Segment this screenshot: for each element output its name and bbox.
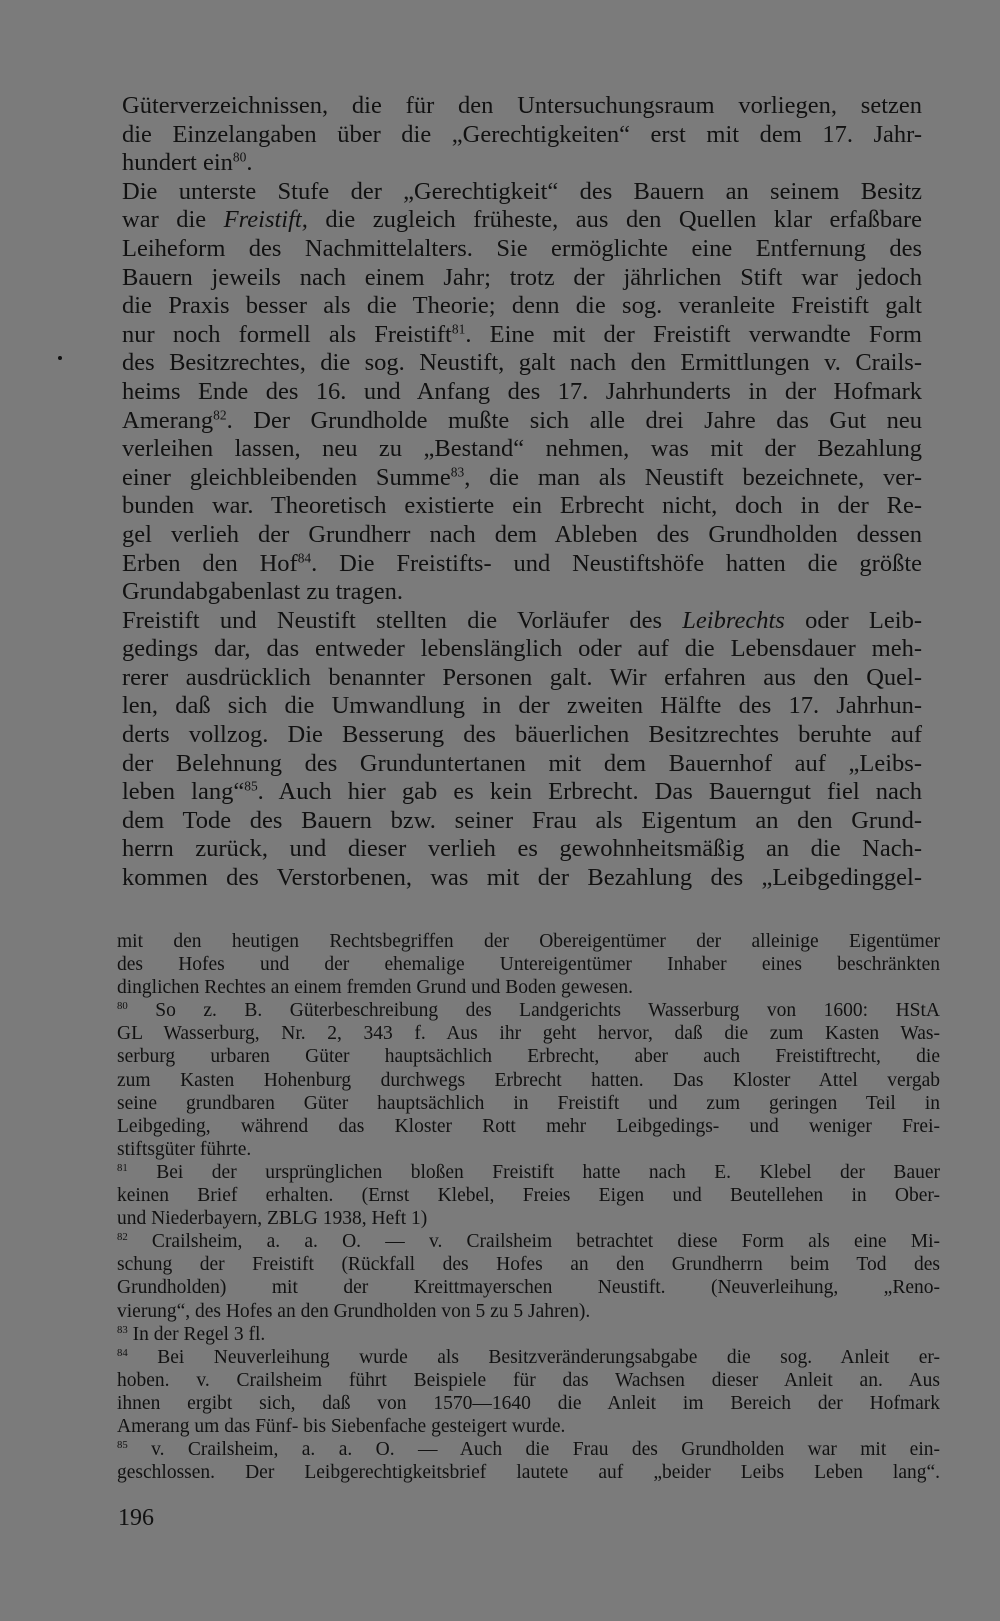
- text-segment: geschlossen. Der Leibgerechtigkeitsbrief lautete auf „beider Leibs Leben lang“.: [117, 1462, 940, 1484]
- footnote-line: [117, 1415, 940, 1438]
- footnote-reference: 85: [117, 1439, 128, 1452]
- text-segment: derts vollzog. Die Besserung des bäuerlichen Besitzrechtes beruhte auf: [122, 721, 922, 749]
- text-segment: gel verlieh der Grundherr nach dem Ableben des Grundholden dessen: [122, 520, 922, 548]
- body-line: [122, 721, 922, 750]
- body-line: [122, 321, 922, 350]
- body-line: [122, 692, 922, 721]
- text-segment: Crailsheim, a. a. O. — v. Crailsheim betrachtet diese Form als eine Mi-: [127, 1231, 940, 1253]
- text-segment: Amerang um das Fünf- bis Siebenfache gesteigert wurde.: [117, 1415, 566, 1437]
- text-segment: dem Tode des Bauern bzw. seiner Frau als Eigentum an den Grund-: [122, 806, 922, 834]
- text-segment: Bei Neuverleihung wurde als Besitzveränderungsabgabe die sog. Anleit er-: [127, 1346, 940, 1368]
- text-segment: Grundholden) mit der Kreittmayerschen Neustift. (Neuverleihung, „Reno-: [117, 1277, 940, 1299]
- text-segment: schung der Freistift (Rückfall des Hofes an den Grundherrn beim Tod des: [117, 1254, 940, 1276]
- footnote-reference: 84: [297, 549, 312, 565]
- body-line: [122, 121, 922, 150]
- footnote-line: [117, 1392, 940, 1415]
- text-segment: len, daß sich die Umwandlung in der zweiten Hälfte des 17. Jahrhun-: [122, 692, 922, 720]
- text-segment: die Praxis besser als die Theorie; denn die sog. veranleite Freistift galt: [122, 292, 922, 320]
- text-segment: Die unterste Stufe der „Gerechtigkeit“ des Bauern an seinem Besitz: [122, 177, 922, 205]
- text-segment: GL Wasserburg, Nr. 2, 343 f. Aus ihr geht hervor, daß die zum Kasten Was-: [117, 1023, 940, 1045]
- italic-term: Freistift,: [223, 206, 308, 234]
- text-segment: Leiheform des Nachmittelalters. Sie ermöglichte eine Entfernung des: [122, 234, 922, 262]
- text-segment: des Besitzrechtes, die sog. Neustift, galt nach den Ermittlungen v. Crails-: [122, 349, 922, 377]
- body-line: [122, 435, 922, 464]
- text-segment: Amerang: [122, 406, 214, 434]
- footnote-reference: 85: [244, 778, 258, 794]
- text-segment: Güterverzeichnissen, die für den Untersuchungsraum vorliegen, setzen: [122, 92, 922, 119]
- footnote-reference: 82: [213, 406, 227, 422]
- text-segment: war die: [122, 206, 224, 234]
- text-segment: dinglichen Rechtes an einem fremden Grund und Boden gewesen.: [117, 977, 634, 999]
- text-segment: Bauern jeweils nach einem Jahr; trotz der jährlichen Stift war jedoch: [122, 263, 922, 291]
- text-segment: , die man als Neustift bezeichnete, ver-: [464, 463, 922, 491]
- body-line: [122, 578, 922, 607]
- text-segment: Erben den Hof: [122, 549, 298, 577]
- footnote-line: [117, 1092, 940, 1115]
- text-segment: mit den heutigen Rechtsbegriffen der Obereigentümer der alleinige Eigentümer: [117, 931, 940, 952]
- footnote-line: [117, 999, 940, 1022]
- text-segment: So z. B. Güterbeschreibung des Landgerichts Wasserburg von 1600: HStA: [127, 1000, 940, 1022]
- text-segment: . Eine mit der Freistift verwandte Form: [465, 320, 922, 348]
- text-segment: Freistift und Neustift stellten die Vorläufer des: [122, 606, 683, 634]
- text-segment: Leibgeding, während das Kloster Rott mehr Leibgedings- und weniger Frei-: [117, 1115, 940, 1137]
- text-segment: nur noch formell als Freistift: [122, 320, 452, 348]
- footnote-line: [117, 976, 940, 999]
- footnote-reference: 83: [450, 463, 465, 479]
- footnote-line: [117, 1207, 940, 1230]
- footnote-line: [117, 1300, 940, 1323]
- footnote-line: [117, 1161, 940, 1184]
- text-segment: .: [246, 149, 253, 177]
- footnote-line: [117, 930, 940, 953]
- text-segment: hoben. v. Crailsheim führt Beispiele für das Wachsen dieser Anleit an. Aus: [117, 1369, 940, 1391]
- text-segment: vierung“, des Hofes an den Grundholden von 5 zu 5 Jahren).: [117, 1300, 591, 1322]
- body-line: [122, 664, 922, 693]
- text-segment: In der Regel 3 fl.: [127, 1323, 266, 1345]
- body-line: [122, 349, 922, 378]
- text-segment: heims Ende des 16. und Anfang des 17. Jahrhunderts in der Hofmark: [122, 377, 922, 405]
- body-line: [122, 92, 922, 121]
- body-line: [122, 464, 922, 493]
- text-segment: und Niederbayern, ZBLG 1938, Heft 1): [117, 1208, 428, 1230]
- text-segment: rerer ausdrücklich benannter Personen galt. Wir erfahren aus den Quel-: [122, 663, 922, 691]
- body-line: [122, 292, 922, 321]
- footnote-line: [117, 1069, 940, 1092]
- footnote-line: [117, 1022, 940, 1045]
- body-line: [122, 807, 922, 836]
- italic-term: Leibrechts: [682, 606, 785, 634]
- text-segment: hundert ein: [122, 149, 233, 177]
- body-line: [122, 635, 922, 664]
- footnote-line: [117, 1369, 940, 1392]
- text-segment: Grundabgabenlast zu tragen.: [122, 578, 403, 606]
- footnote-reference: 81: [451, 321, 466, 336]
- text-segment: Bei der ursprünglichen bloßen Freistift hatte nach E. Klebel der Bauer: [127, 1161, 940, 1183]
- text-segment: kommen des Verstorbenen, was mit der Bezahlung des „Leibgedinggel-: [122, 864, 922, 892]
- text-segment: bunden war. Theoretisch existierte ein Erbrecht nicht, doch in der Re-: [122, 492, 922, 520]
- text-segment: . Der Grundholde mußte sich alle drei Jahre das Gut neu: [226, 406, 922, 434]
- text-segment: keinen Brief erhalten. (Ernst Klebel, Freies Eigen und Beutellehen in Ober-: [117, 1185, 940, 1207]
- margin-mark: [58, 356, 62, 360]
- text-segment: herrn zurück, und dieser verlieh es gewohnheitsmäßig an die Nach-: [122, 835, 922, 863]
- footnote-reference: 84: [117, 1346, 128, 1359]
- footnote-line: [117, 1253, 940, 1276]
- text-segment: . Auch hier gab es kein Erbrecht. Das Bauerngut fiel nach: [257, 778, 922, 806]
- page-number: 196: [118, 1505, 154, 1531]
- body-line: [122, 550, 922, 579]
- footnote-line: [117, 1230, 940, 1253]
- footnote-reference: 82: [117, 1231, 128, 1244]
- text-segment: leben lang“: [122, 778, 245, 806]
- body-line: [122, 835, 922, 864]
- text-segment: seine grundbaren Güter hauptsächlich in Freistift und zum geringen Teil in: [117, 1092, 940, 1114]
- text-segment: der Belehnung des Grunduntertanen mit dem Bauernhof auf „Leibs-: [122, 749, 922, 777]
- text-segment: einer gleichbleibenden Summe: [122, 463, 451, 491]
- text-segment: stiftsgüter führte.: [117, 1138, 252, 1160]
- text-segment: des Hofes und der ehemalige Untereigentümer Inhaber eines beschränkten: [117, 954, 940, 976]
- footnote-line: [117, 1045, 940, 1068]
- body-line: [122, 235, 922, 264]
- text-segment: verleihen lassen, neu zu „Bestand“ nehmen, was mit der Bezahlung: [122, 435, 922, 463]
- footnote-line: [117, 1115, 940, 1138]
- footnote-line: [117, 1184, 940, 1207]
- body-line: [122, 607, 922, 636]
- footnote-reference: 81: [117, 1161, 128, 1174]
- footnote-reference: 80: [117, 1000, 128, 1013]
- footnote-reference: 83: [117, 1323, 128, 1336]
- body-line: [122, 778, 922, 807]
- text-segment: gedings dar, das entweder lebenslänglich oder auf die Lebensdauer meh-: [122, 635, 922, 663]
- text-segment: serburg urbaren Güter hauptsächlich Erbrecht, aber auch Freistiftrecht, die: [117, 1046, 940, 1068]
- body-line: [122, 864, 922, 893]
- body-line: [122, 521, 922, 550]
- footnote-line: [117, 1346, 940, 1369]
- text-segment: die zugleich früheste, aus den Quellen klar erfaßbare: [307, 206, 922, 234]
- main-text: [122, 92, 922, 893]
- footnote-line: [117, 1138, 940, 1161]
- body-line: [122, 407, 922, 436]
- body-line: [122, 178, 922, 207]
- body-line: [122, 264, 922, 293]
- body-line: [122, 206, 922, 235]
- text-segment: v. Crailsheim, a. a. O. — Auch die Frau des Grundholden war mit ein-: [127, 1439, 940, 1461]
- text-segment: . Die Freistifts- und Neustiftshöfe hatten die größte: [311, 549, 923, 577]
- body-line: [122, 378, 922, 407]
- footnote-line: [117, 953, 940, 976]
- body-line: [122, 492, 922, 521]
- text-segment: ihnen ergibt sich, daß von 1570—1640 die Anleit im Bereich der Hofmark: [117, 1392, 940, 1414]
- footnote-line: [117, 1438, 940, 1461]
- text-segment: oder Leib-: [784, 606, 922, 634]
- text-segment: zum Kasten Hohenburg durchwegs Erbrecht hatten. Das Kloster Attel vergab: [117, 1069, 940, 1091]
- text-segment: die Einzelangaben über die „Gerechtigkeiten“ erst mit dem 17. Jahr-: [122, 120, 922, 148]
- footnote-reference: 80: [232, 149, 247, 165]
- body-line: [122, 750, 922, 779]
- body-line: [122, 149, 922, 178]
- footnote-line: [117, 1461, 940, 1484]
- footnote-line: [117, 1276, 940, 1299]
- footnote-line: [117, 1323, 940, 1346]
- footnotes: [117, 930, 940, 1484]
